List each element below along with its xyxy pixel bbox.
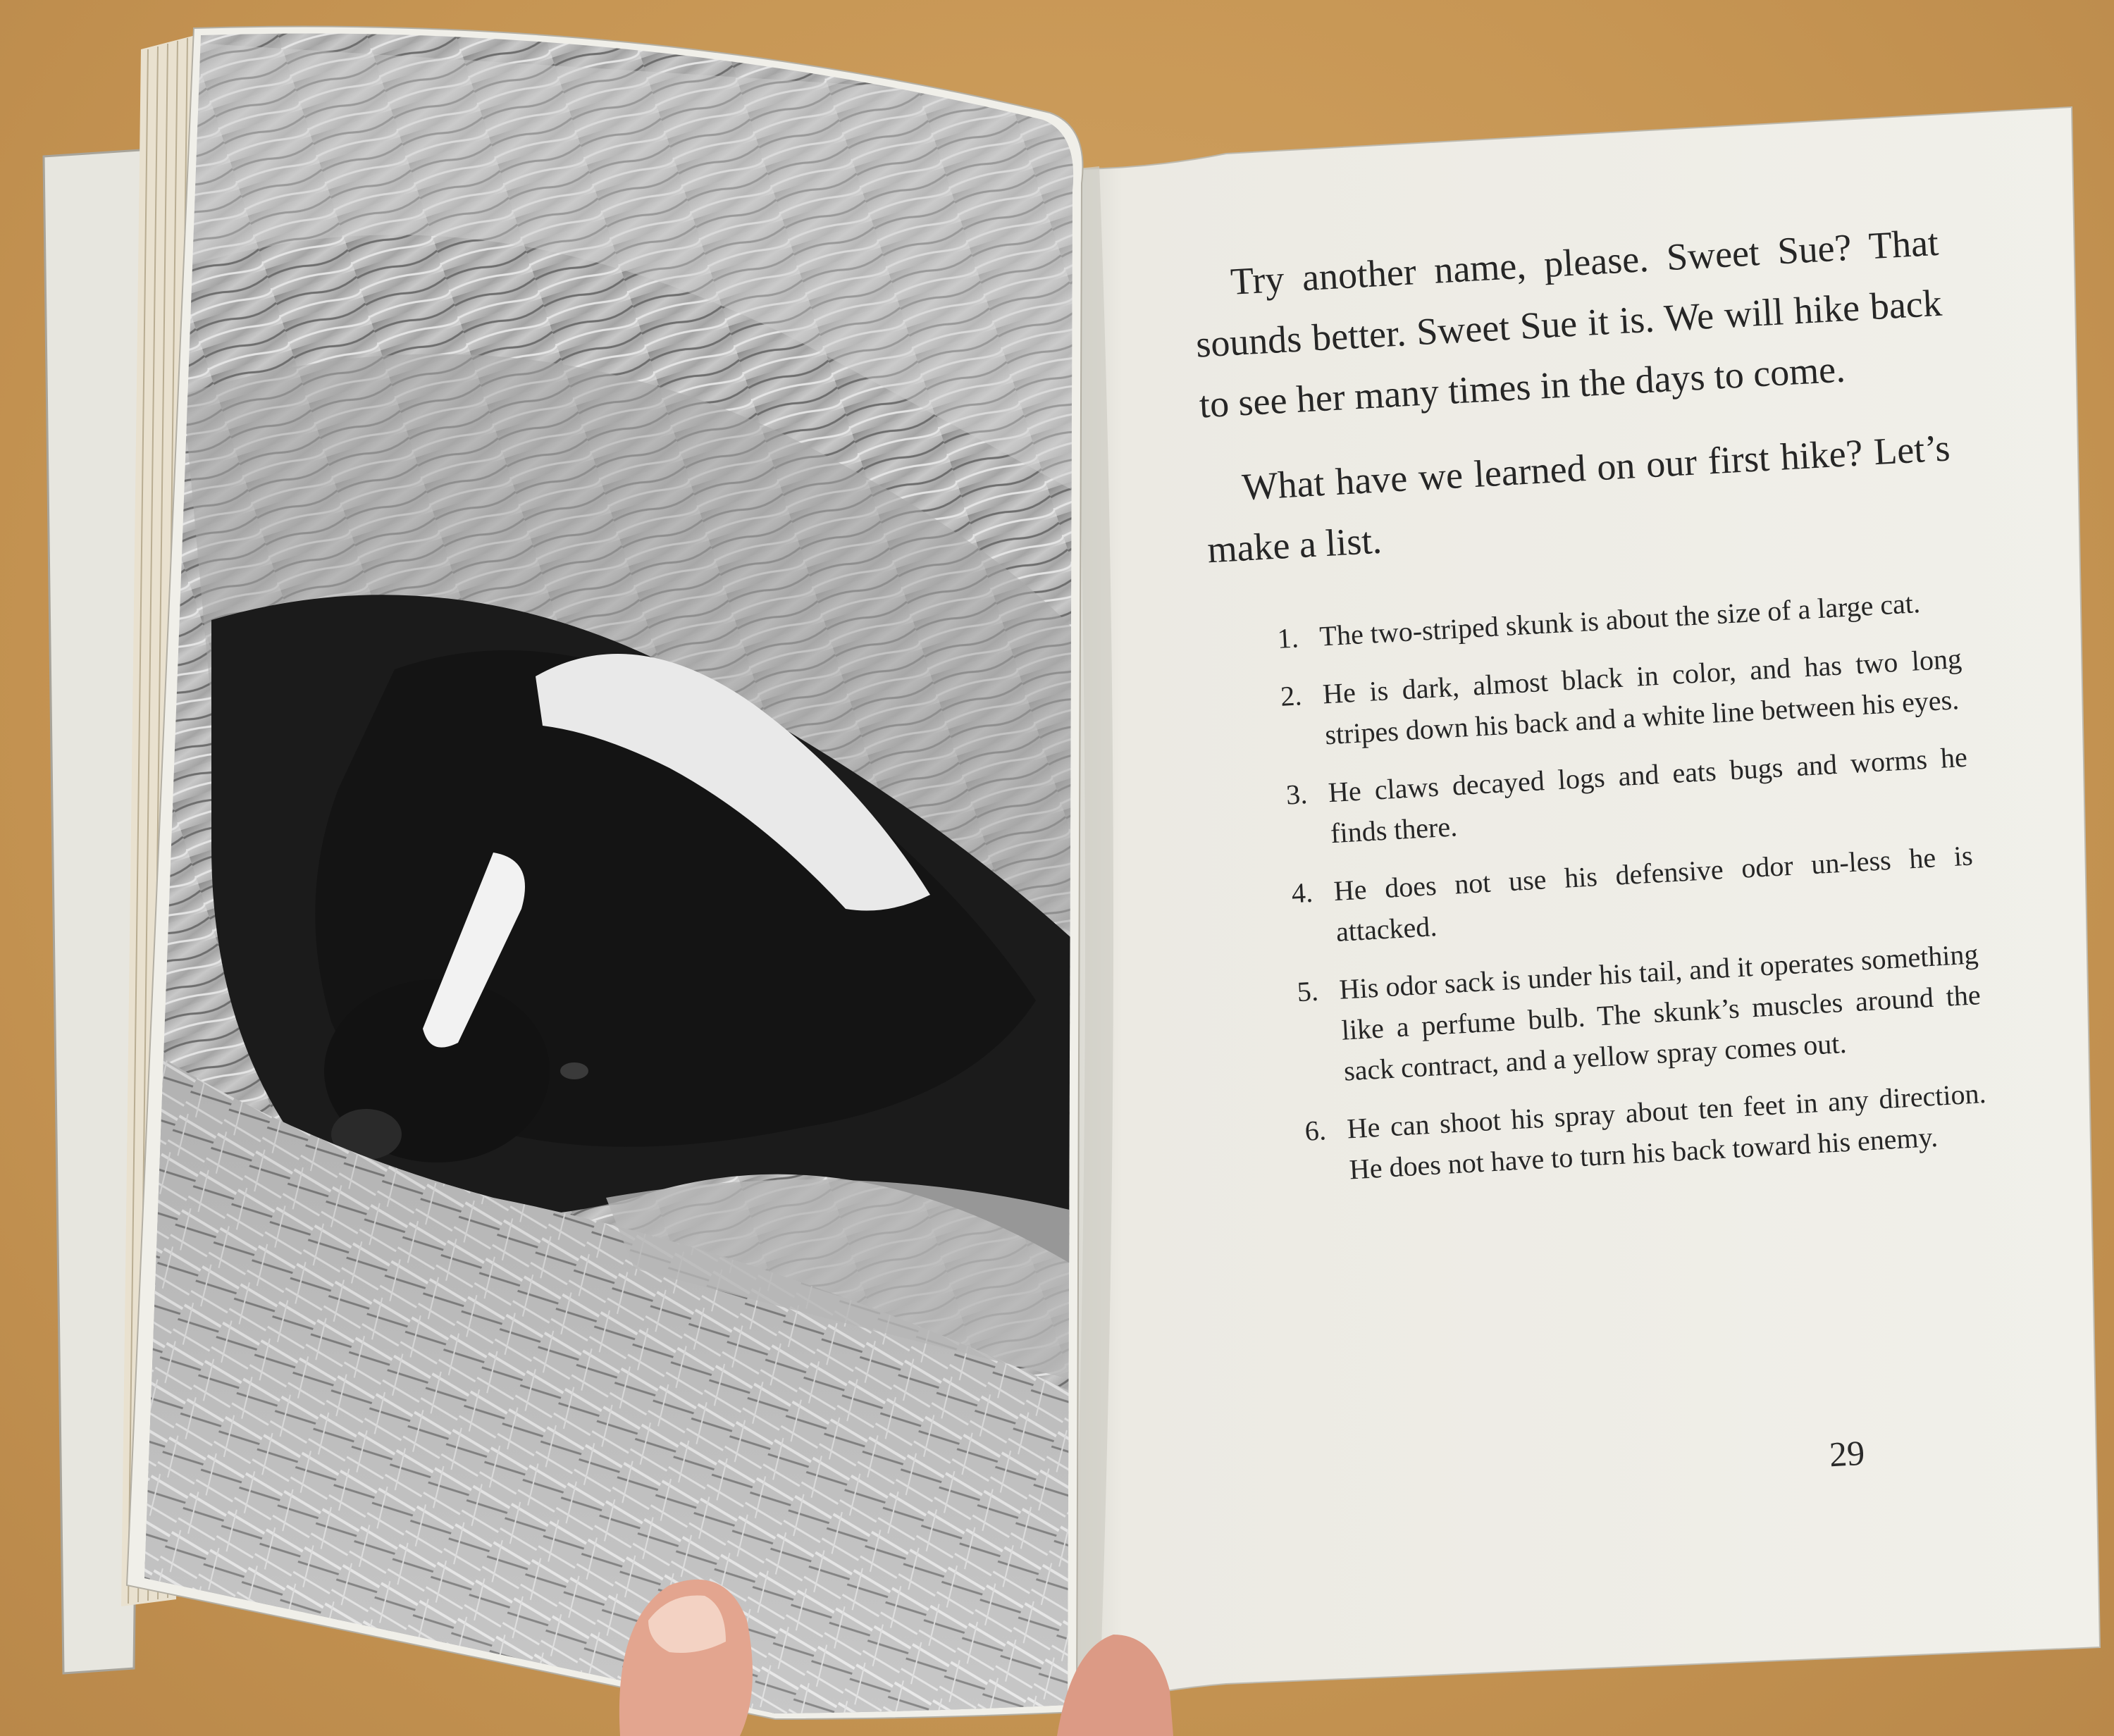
list-text: His odor sack is under his tail, and it operates something like a perfume bulb. The skunk’s muscles around the sack contract, and a yellow spray comes out.	[1338, 938, 1982, 1087]
list-number: 5.	[1296, 974, 1319, 1008]
list-item	[1304, 1073, 1989, 1193]
paragraph-first-hike	[1202, 417, 1955, 580]
list-number: 3.	[1285, 778, 1309, 811]
list-item	[1296, 934, 1984, 1094]
page-number: 29	[1828, 1432, 1866, 1475]
list-item	[1290, 835, 1976, 955]
paragraph-2-text: What have we learned on our first hike? Let’s make a list.	[1206, 426, 1951, 571]
facts-list	[1211, 581, 1989, 1196]
skunk-photo	[106, 14, 1106, 1736]
list-number: 2.	[1280, 679, 1303, 712]
list-number: 6.	[1304, 1114, 1327, 1147]
list-text: The two-striped skunk is about the size of a large cat.	[1318, 587, 1921, 652]
list-text: He can shoot his spray about ten feet in any direction. He does not have to turn his back toward his enemy.	[1346, 1077, 1987, 1186]
indent	[1193, 294, 1231, 297]
list-item	[1285, 737, 1970, 857]
indent	[1205, 500, 1243, 502]
paragraph-1-text: Try another name, please. Sweet Sue? That sounds better. Sweet Sue it is. We will hike back to see her many times in the days to come.	[1194, 221, 1943, 426]
list-text: He does not use his defensive odor un-less he is attacked.	[1333, 839, 1974, 948]
list-number: 1.	[1276, 621, 1299, 655]
list-text: He claws decayed logs and eats bugs and worms he finds there.	[1327, 740, 1968, 850]
list-item	[1280, 638, 1965, 758]
list-number: 4.	[1290, 876, 1314, 910]
right-page-text	[1191, 212, 1990, 1213]
list-text: He is dark, almost black in color, and has two long stripes down his back and a white line between his eyes.	[1321, 642, 1963, 751]
